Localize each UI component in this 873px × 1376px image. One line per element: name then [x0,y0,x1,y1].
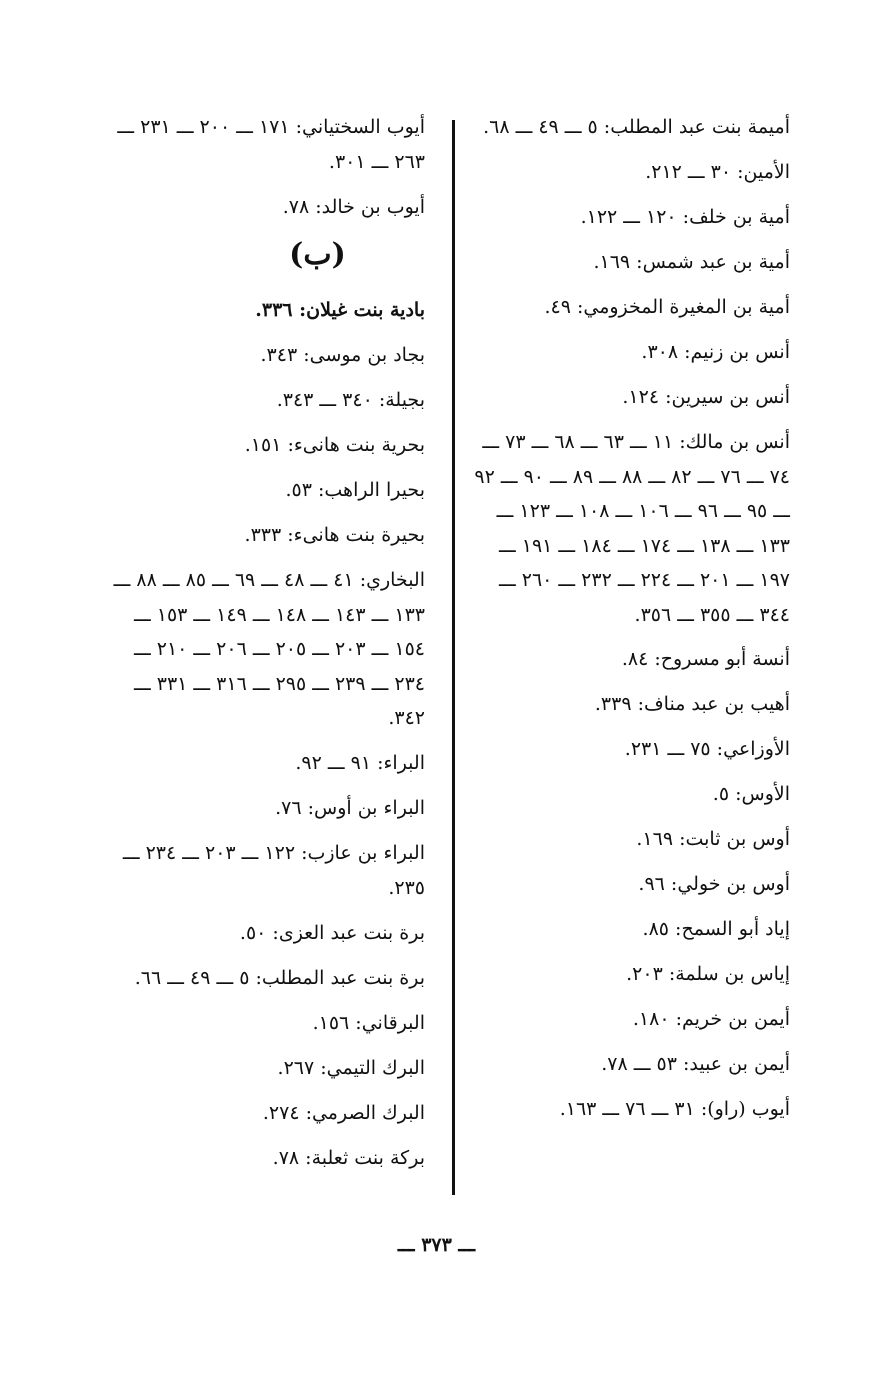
index-entry: بادية بنت غيلان: ٣٣٦. [255,299,425,321]
index-entry: البراء: ٩١ ـــ ٩٢. [295,751,425,774]
index-entry: أنس بن سيرين: ١٢٤. [622,386,790,408]
page-number: ـــ ٣٧٣ ـــ [397,1234,476,1256]
index-entry: أيمن بن خريم: ١٨٠. [632,1008,790,1030]
index-entry: أيوب بن خالد: ٧٨. [282,196,425,218]
index-entry: البرك الصرمي: ٢٧٤. [262,1101,425,1124]
index-entry: أنس بن زنيم: ٣٠٨. [641,341,790,363]
index-entry: برة بنت عبد المطلب: ٥ ـــ ٤٩ ـــ ٦٦. [134,966,425,989]
index-entry: أمية بن عبد شمس: ١٦٩. [593,251,790,273]
index-entry: إياس بن سلمة: ٢٠٣. [626,963,790,985]
index-entry: بجاد بن موسى: ٣٤٣. [260,344,425,366]
index-entry: أوس بن خولي: ٩٦. [638,873,790,895]
index-entry: أنسة أبو مسروح: ٨٤. [621,648,790,670]
index-entry: بحيرة بنت هانىء: ٣٣٣. [244,524,425,546]
index-entry: الأوس: ٥. [712,783,790,805]
index-entry: أهيب بن عبد مناف: ٣٣٩. [594,693,790,715]
index-entry: إياد أبو السمح: ٨٥. [642,918,790,940]
index-entry: أمية بن خلف: ١٢٠ ـــ ١٢٢. [580,206,790,228]
index-entry: أيمن بن عبيد: ٥٣ ـــ ٧٨. [601,1053,790,1075]
index-entry: أيوب (راو): ٣١ ـــ ٧٦ ـــ ١٦٣. [559,1098,790,1120]
index-entry: بحيرا الراهب: ٥٣. [285,479,425,501]
index-column-right [470,110,790,1137]
section-heading: (ب) [289,237,346,272]
index-entry: أنس بن مالك: ١١ ـــ ٦٣ ـــ ٦٨ ـــ ٧٣ ـــ ٧٤ ـــ ٧٦ ـــ ٨٢ ـــ ٨٨ ـــ ٨٩ ـــ ٩٠ ـــ ٩٢ ـــ ٩٥ ـــ ٩٦ ـــ ١٠٦ ـــ ١٠٨ ـــ ١٢٣ ـــ ١٣٣ ـــ ١٣٨ ـــ ١٧٤ ـــ ١٨٤ ـــ ١٩١ ـــ ١٩٧ ـــ ٢٠١ ـــ ٢٢٤ ـــ ٢٣٢ ـــ ٢٦٠ ـــ ٣٤٤ ـــ ٣٥٥ ـــ ٣٥٦. [474,431,790,626]
column-divider [452,120,455,1195]
index-entry: الأمين: ٣٠ ـــ ٢١٢. [645,161,790,183]
index-column-left [100,110,425,1186]
index-entry: البراء بن عازب: ١٢٢ ـــ ٢٠٣ ـــ ٢٣٤ ـــ ٢٣٥. [122,841,425,899]
index-entry: بحرية بنت هانىء: ١٥١. [244,434,425,456]
index-entry: أميمة بنت عبد المطلب: ٥ ـــ ٤٩ ـــ ٦٨. [483,116,790,138]
index-entry: الأوزاعي: ٧٥ ـــ ٢٣١. [624,738,790,760]
index-entry: أمية بن المغيرة المخزومي: ٤٩. [544,296,790,318]
index-entry: أوس بن ثابت: ١٦٩. [636,828,790,850]
index-entry: بجيلة: ٣٤٠ ـــ ٣٤٣. [276,389,425,411]
index-entry: بركة بنت ثعلبة: ٧٨. [272,1146,425,1169]
index-entry: البخاري: ٤١ ـــ ٤٨ ـــ ٦٩ ـــ ٨٥ ـــ ٨٨ ـــ ١٣٣ ـــ ١٤٣ ـــ ١٤٨ ـــ ١٤٩ ـــ ١٥٣ ـــ ١٥٤ ـــ ٢٠٣ ـــ ٢٠٥ ـــ ٢٠٦ ـــ ٢١٠ ـــ ٢٣٤ ـــ ٢٣٩ ـــ ٢٩٥ ـــ ٣١٦ ـــ ٣٣١ ـــ ٣٤٢. [113,569,425,729]
index-entry: البرك التيمي: ٢٦٧. [277,1056,425,1079]
index-entry: برة بنت عبد العزى: ٥٠. [239,921,425,944]
index-entry: البراء بن أوس: ٧٦. [275,796,425,819]
index-entry: البرقاني: ١٥٦. [312,1011,425,1034]
index-entry: أيوب السختياني: ١٧١ ـــ ٢٠٠ ـــ ٢٣١ ـــ ٢٦٣ ـــ ٣٠١. [117,116,425,173]
